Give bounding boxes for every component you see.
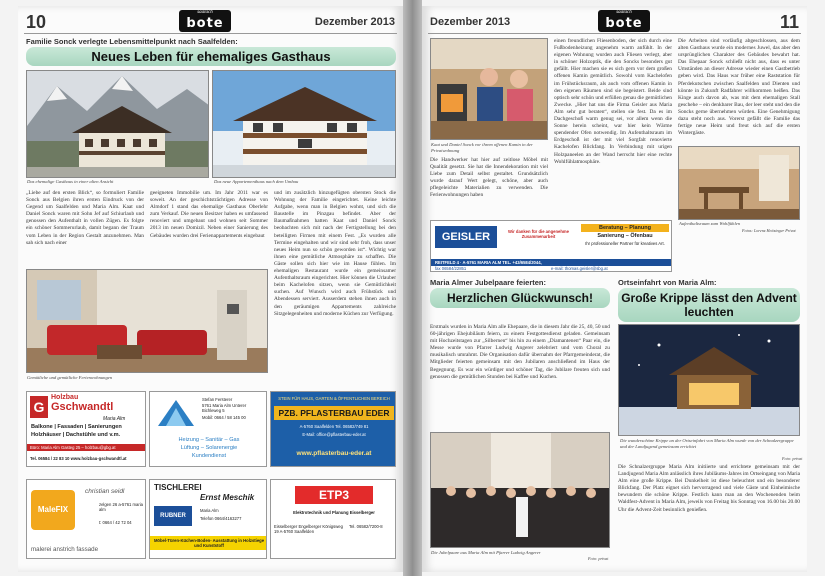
headline-box-sonck — [26, 47, 396, 66]
issue-date-right: Dezember 2013 — [430, 16, 511, 28]
issue-date-left: Dezember 2013 — [314, 16, 395, 28]
page-number-left: 10 — [26, 12, 47, 32]
etp-logo-icon: ETP3 — [295, 486, 373, 504]
credit-krippe: Foto: privat — [782, 456, 803, 461]
fersterer-logo-icon — [156, 398, 196, 428]
photo-jubelpaare — [430, 432, 610, 548]
caption-krippe: Die wunderschöne Krippe an der Ortseinfahrt von Maria Alm wurde von der Schnalzergruppe und der Landjugend gemeinsam errichtet — [620, 438, 794, 449]
jubelpaare-text: Erstmals wurden in Maria Alm alle Ehepaare, die in diesem Jahr die 25, 40, 50 und 60-jährigen Ehejubiläum feiern, zu einem Festgottesdienst geladen. Gemeinsam mit Hochzeitstagen zur „Silbernen“ bis hin zu einem „Diamantenen“ Paar ein, die Messe wurde von Pfarrer Ludwig Angerer zelebriert und vom Choral zu musikalisch umrahmt. Die Organisation dafür übernahm der Pfarrgemeinderat, die Mitglieder feierten gemeinsam mit den Jubilaren anschließend im Haus der Begegnung. Es war ein würdiger und schöner Tag, die Jubilare freuten sich und genossen die gemütlichen Stunden bei Kaffee und Kuchen. — [430, 324, 610, 380]
right-article-col-1: Die Handwerker hat hier auf zeitlose Möbel mit Qualität gesetzt. Sie hat die Innendekoration mit viel Liebe zum Detail selbst gestaltet. Grundsätzlich wurde darauf Wert gelegt, schöne, aber auch pflegeleichte Materialien zu verwenden. Die Ferienwohnungen haben — [430, 157, 548, 199]
ad-holzbau-gschwandtl[interactable]: G Holzbau Gschwandtl Maria Alm Balkone | Fassaden | Sanierungen Holzhäuser | Dachstühle und v.m. Büro: Maria Alm Gasteg 25 – holzbau@gbg.at Tel. 06584 / 22 83 10 www.holzbau-gschwandtl.at — [26, 391, 146, 467]
photo-old-gasthaus — [26, 70, 209, 178]
jubelpaare-image — [431, 433, 610, 548]
caption-sonck-couple: Kaat und Daniel Sonck vor ihrem offenen Kamin in der Privatwohnung — [431, 142, 533, 153]
krippe-text: Die Schnalzergruppe Maria Alm initiierte und errichtete gemeinsam mit der Landjugend Maria Alm anlässlich ihres Jubiläums-Jahres im Ortseingang von Maria Alm eine große Krippe. Bei Dunkelheit ist diese beleuchtet und ein besonderer Blickfang. Der Platz eignet sich hervorragend und viele Gäste und Einheimische bewundern die schöne Krippe. Festlich kann man an den Wochenenden beim Waldfest-Advent in Maria Alm, jeweils von Freitag bis Sonntag von 16.00 bis 20.00 Uhr die Advent-Zeit besinnlich genießen. — [618, 464, 800, 513]
gschwandtl-logo-icon: G — [30, 396, 48, 418]
sonck-couple-image — [431, 39, 548, 140]
photo-krippe — [618, 324, 800, 436]
malefix-logo-icon: MaleFIX — [31, 490, 75, 530]
credit-jubelpaare: Foto: privat — [588, 556, 609, 561]
geisler-logo-icon: GEISLER — [435, 226, 497, 248]
page-gutter — [403, 0, 422, 576]
caption-jubelpaare: Die Jubelpaare aus Maria Alm mit Pfarrer Ludwig Angerer — [431, 550, 541, 555]
article-header-jubelpaare — [430, 278, 610, 308]
article-header-krippe — [618, 278, 800, 322]
ad-geisler[interactable]: GEISLER Wir danken für die angenehme Zusammenarbeit Beratung – Planung Sanierung – Öfenbau Ihr professioneller Partner für kreatives Art. REITFELD 4 · A-5761 MARIA ALM TEL. +43/6584/2044, fax 06584/22851 e-mail: thomas.geisler@sbg.at — [430, 220, 672, 272]
kicker-krippe: Ortseinfahrt von Maria Alm: — [618, 278, 717, 287]
rubner-logo-icon: RUBNER — [154, 506, 192, 526]
photo-ferienwohnung — [26, 269, 268, 373]
photo-sonck-couple — [430, 38, 548, 140]
left-page — [18, 6, 403, 572]
headline-jubelpaare: Herzlichen Glückwunsch! — [446, 291, 594, 305]
photo-aufenthaltsraum — [678, 146, 800, 220]
article-col-2: geeigneten Immobilie um. Im Jahr 2011 war es soweit. An der geschichtsträchtigen Adresse von Almdorf 1 stand das ehemalige Gasthaus Oberlehr zum Verkauf. Die neuen Besitzer haben es umfassend renoviert und umgebaut und wohnen seit Sommer 2013 im neuen Domizil. Neben einer Sanierung des Gebäudes wurden drei Ferienappartements eingebaut — [150, 190, 268, 239]
ad-pflasterbau-eder[interactable]: STEIN FÜR HAUS, GARTEN & ÖFFENTLICHEN BEREICH PZB. PFLASTERBAU EDER A-5760 Saalfelden Tel. 06582/749 81 E-Mail: office@pflasterbau-eder.at www.pflasterbau-eder.at — [270, 391, 396, 467]
right-page — [422, 6, 807, 572]
headline-krippe: Große Krippe lässt den Advent leuchten — [621, 291, 797, 319]
ad-fersterer[interactable]: Stefan Fersterer 5761 Maria Alm Unterer Bichleweg 5 Mobil: 0664 / 58 145 00 Heizung – Sanitär – Gas Lüftung – Solarenergie Kundendienst — [149, 391, 267, 467]
saalachbote-logo-right: saalach bote — [598, 10, 650, 32]
new-appartementhaus-image — [213, 71, 396, 178]
ferienwohnung-image — [27, 270, 268, 373]
photo-new-appartementhaus — [212, 70, 396, 178]
page-number-right: 11 — [779, 12, 799, 32]
ad-etp-eisselberger[interactable]: ETP3 Elektrotechnik und Planung Eisselberger Eisselberger Engelberger Königsweg 19 A-5760 Saalfelden Tel. 06582/7200-8 — [270, 479, 396, 559]
ad-malefix-seidl[interactable]: MaleFIX christian seidl zelgen 26 a-5761 maria alm t: 0664 / 42 72 04 malerei anstrich fassade — [26, 479, 146, 559]
article-col-1: „Liebe auf den ersten Blick“, so formuliert Familie Sonck aus Belgien ihren ersten Eindruck von der Gegend um Saalfelden und Maria Alm. Kaat und Daniel Sonck waren mit Sohn Jef auf Schiurlaub und genossen den Aufenthalt in vollen Zügen. Es folgte ein schöner Sommerurlaub, damit begann der Traum vom Leben in der Region Gestalt anzunehmen. Man sah sich nach einer — [26, 190, 144, 246]
caption-aufenthaltsraum: Aufenthaltsraum zum Wohlfühlen — [679, 221, 741, 226]
left-page-header — [24, 12, 397, 34]
credit-aufenthaltsraum: Fotos: Lorenz Heitzinger Privat — [742, 228, 796, 233]
saalachbote-logo-left: saalach bote — [179, 10, 231, 32]
headline-sonck: Neues Leben für ehemaliges Gasthaus — [91, 49, 331, 64]
ad-tischlerei-meschik[interactable]: TISCHLEREI Ernst Meschik RUBNER Maria Alm Telefon 0664/4163277 Möbel-Türen-Küchen-Boden- Ausstattung in Holzstiege und Kunststoff — [149, 479, 267, 559]
headline-box-jubelpaare — [430, 288, 610, 308]
article-col-3: und im zusätzlich hinzugefügten obersten Stock die Wohnung der Familie eingerichtet. Keine leichte Aufgabe, wenn man in Belgien wohnt, und sich die Baustelle im Pinzgau befindet. Aber der Baumaßnahmen hatten Kaat und Daniel Sonck beobachten sich mit nach der Fertigstellung bei den beteiligten Firmen mit einem Fest. „Es wurden alle Termine eingehalten und wir sind sehr froh, dass unser neues Heim nun so schön geworden ist“. Wichtig war ihnen eine gemütliche Atmosphäre zu schaffen. Die Gäste sollen sich hier wie im Hause fühlen. Im ehemaligen Restaurant wurde ein gemeinsamer Aufenthaltsraum eingerichtet. Hier können die Urlauber beim Kachelofen sitzen, wenn sie Gemütlichkeit suchen. Auf Wunsch wird auch Frühstück und Abendessen serviert. Ausserdem stehen ihnen auch in den geräumigen Appartements zahlreiche Sitzgelegenheiten und moderne Küchen zur Verfügung. — [274, 190, 396, 317]
caption-old-gasthaus: Das ehemalige Gasthaus in einer alten Ansicht — [27, 179, 114, 184]
krippe-image — [619, 325, 800, 436]
old-gasthaus-image — [27, 71, 209, 178]
aufenthaltsraum-image — [679, 147, 800, 220]
kicker-jubelpaare: Maria Almer Jubelpaare feierten: — [430, 278, 547, 287]
kicker-sonck: Familie Sonck verlegte Lebensmittelpunkt nach Saalfelden: — [26, 37, 238, 46]
headline-box-krippe — [618, 288, 800, 322]
caption-ferienwohnung: Gemütliche und gemütliche Ferienwohnungen — [27, 375, 113, 380]
caption-new-appartementhaus: Das neue Appartementhaus nach dem Umbau — [214, 179, 299, 184]
right-article-col-2: einen freundlichen Fliesenboden, der sich durch eine Fußbodenheizung angenehm warm anfühlt. In der eigenen Wohnung wurden auch Fliesen verlegt, aber in schöner Holzoptik, die den Soncks besonders gut gefällt. Hier machen sie es sich gern vor dem großen offenen Kamin gemütlich. Sowohl vom Kachelofen im Frühstücksraum, als auch vom offenen Kamin in den eigenen Räumen sind sie begeistert. Beide sind optisch sehr schön und erfüllen genau die gemütlichen Zwecke. „Hier hat uns die Firma Geisler aus Maria Alm sehr gut beraten“, stellen sie fest. Da es im Dachgeschoß warm genug sei, vor allem wenn die Sonne herein scheint, war hier kein Wärme spendender Ofen notwendig. Im Aufenthaltsraum im Erdgeschoß ist der mit viel Sorgfalt renovierte Kachelofen Blickfang. In Verbindung mit urigen Holzpaneelen an der Wand herrscht hier eine rechte Wohlfühlatmosphäre. — [554, 38, 672, 165]
article-header-sonck — [26, 37, 396, 66]
right-article-col-3: Die Arbeiten sind vorläufig abgeschlossen, aus dem alten Gasthaus wurde ein modernes Juwel, das aber den ursprünglichen Charakter des Gebäudes bewahrt hat. Das Ehepaar Sonck schließt nicht aus, dass es unter Umständen an dieser Adresse wieder einen Gastbetrieb geben wird. Das Haus war früher eine Raststation für Pferdekutschen zwischen Saalfelden und Dienten und könnte in Zukunft Radfahrer willkommen heißen. Das Kinge auch davon ab, was mit dem ehemaligen Stall geschehe – ein denkbarer Bau, der leer steht und den die Soncks gerne übernehmen würden. Eine Genehmigung dazu steht noch aus. Vorerst gefällt die Familie das fertige neue Heim und freut sich auf die ersten Wintergäste. — [678, 38, 800, 137]
right-page-header — [428, 12, 801, 34]
